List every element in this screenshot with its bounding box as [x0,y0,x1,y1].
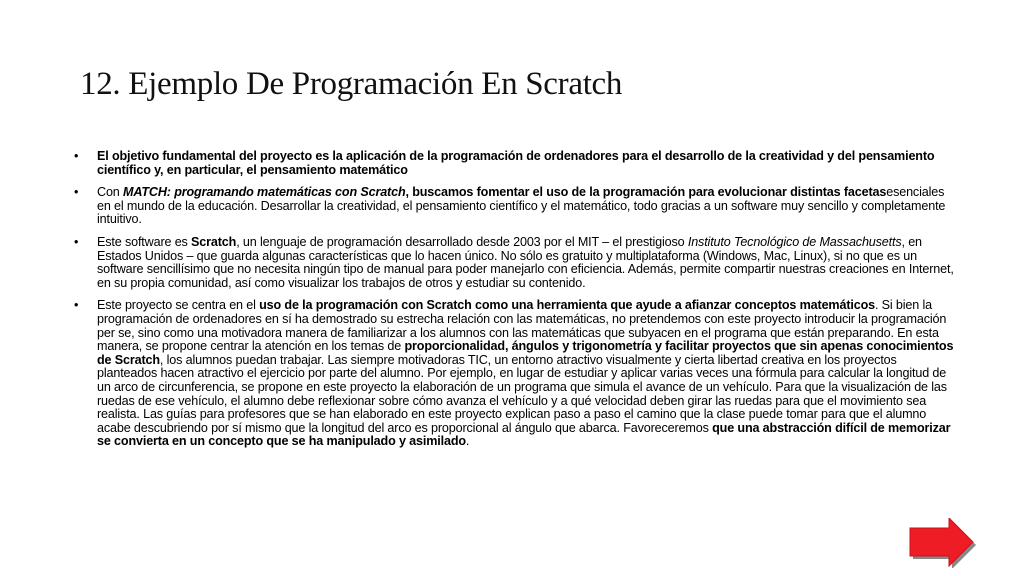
bullet-list [74,150,954,458]
bullet-item [74,186,954,227]
bullet-text-run: , un lenguaje de programación desarrollado desde 2003 por el MIT – el prestigioso [236,234,688,249]
bullet-text-run: proporcionalidad, ángulos y trigonometría y facilitar proyectos que sin apenas conocimientos de Scratch [97,339,954,367]
bullet-text-run: El objetivo fundamental del proyecto es la aplicación de la programación de ordenadores para el desarrollo de la creatividad y del pensamiento científico y, en particular, el pensamiento matemático [97,149,935,177]
bullet-item [74,299,954,449]
bullet-marker: • [74,185,79,200]
bullet-marker: • [74,298,79,313]
bullet-text-run: esenciales en el mundo de la educación. Desarrollar la creatividad, el pensamiento científico y el matemático, todo gracias a un software muy sencillo y completamente intuitivo. [97,185,946,227]
bullet-text-run: , los alumnos puedan trabajar. Las siempre motivadoras TIC, un entorno atractivo visualmente y cierta libertad creativa en los proyectos planteados hacen atractivo el ejercicio por parte del alumno. Por ejemplo, en lugar de estudiar y aplicar varias veces una fórmula para calcular la longitud de un arco de circunferencia, se propone en este proyecto la elaboración de un programa que simula el avance de un vehículo. Para que la visualización de las ruedas de ese vehículo, el alumno debe reflexionar sobre cómo avanza el vehículo y a qué velocidad deben girar las ruedas para que el movimiento sea realista. Las guías para profesores que se han elaborado en este proyecto explican paso a paso el camino que la clase puede tomar para que el alumno acabe descubriendo por sí mismo que la longitud del arco es proporcional al ángulo que abarca. Favoreceremos [97,352,947,435]
bullet-text-run: , en Estados Unidos – que guarda algunas características que lo hacen único. No sólo es gratuito y multiplataforma (Windows, Mac, Linux), si no que es un software sencillísimo que no necesita ningún tipo de manual para poder manejarlo con eficiencia. Además, permite compartir nuestras creaciones en Internet, en su propia comunidad, así como visualizar los trabajos de otros y estudiar su contenido. [97,234,954,290]
bullet-text-run: . Si bien la programación de ordenadores en sí ha demostrado su estrecha relación con las matemáticas, no pretendemos con este proyecto introducir la programación per se, sino como una motivadora manera de familiarizar a los alumnos con las matemáticas que subyacen en el programa que están preparando. En esta manera, se propone centrar la atención en los temas de [97,298,947,354]
next-slide-button[interactable] [908,518,978,568]
slide-title: 12. Ejemplo De Programación En Scratch [80,66,623,102]
bullet-text-run: Instituto Tecnológico de Massachusetts [687,234,902,249]
bullet-item [74,236,954,290]
bullet-text-run: Este software es [97,234,192,249]
bullet-text-run: Este proyecto se centra en el [97,298,260,313]
bullet-item [74,150,954,177]
bullet-marker: • [74,149,79,163]
bullet-text-run: uso de la programación con Scratch como una herramienta que ayude a afianzar conceptos matemáticos [259,298,875,313]
arrow-right-icon [908,518,978,568]
bullet-marker: • [74,234,79,249]
bullet-text-run: Con [97,185,124,200]
bullet-text-run: MATCH: programando matemáticas con Scratch [123,185,406,200]
bullet-text-run: Scratch [191,234,237,249]
bullet-text-run: . [465,434,470,449]
bullet-text-run: , buscamos fomentar el uso de la programación para evolucionar distintas facetas [405,185,887,200]
bullet-text-run: que una abstracción difícil de memorizar se convierta en un concepto que se ha manipulado y asimilado [97,420,951,449]
